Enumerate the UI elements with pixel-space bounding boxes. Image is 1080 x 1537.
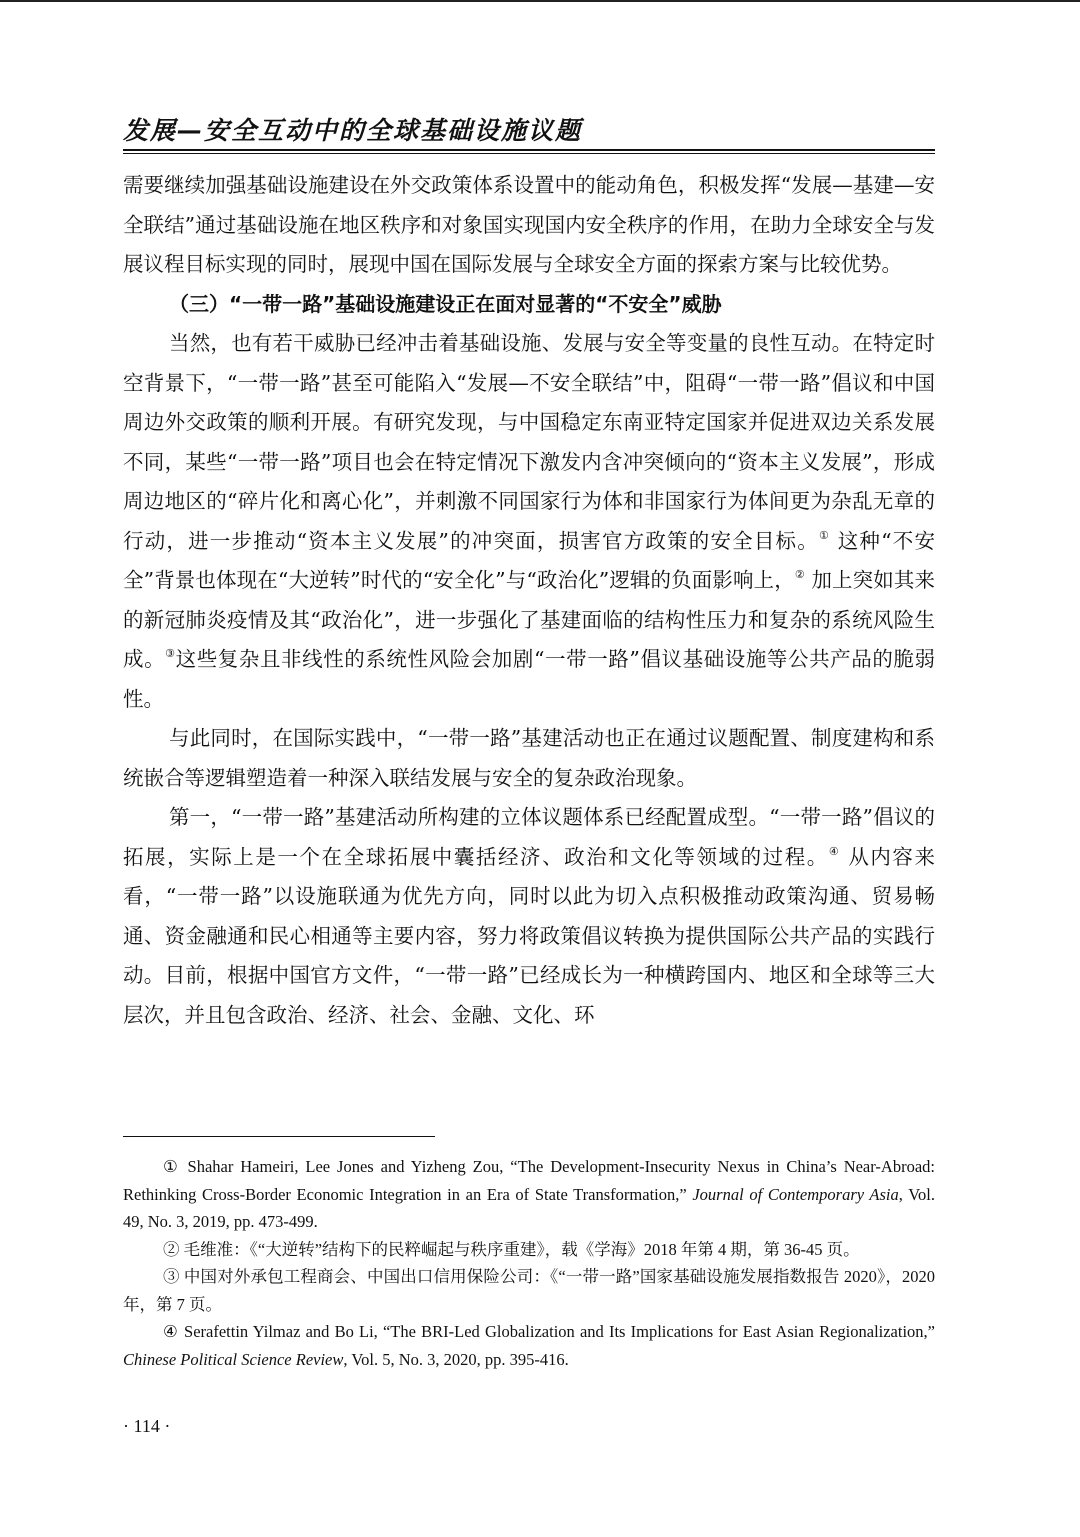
footnote-ref-3[interactable]: ③ <box>165 647 176 660</box>
footnote-1-text-a: ① Shahar Hameiri, Lee Jones and Yizheng Zou, “The Development-Insecurity Nexus in China’s Near-Abroad: Rethinking Cross-Border Economic Integration in an Era of State Transformation,” <box>123 1157 935 1204</box>
footnote-1 <box>123 1153 935 1236</box>
footnote-2: ② 毛维准：《“大逆转”结构下的民粹崛起与秩序重建》，载《学海》2018 年第 4 期，第 36-45 页。 <box>163 1239 860 1259</box>
top-border-line <box>0 0 1080 2</box>
footnote-4 <box>123 1318 935 1373</box>
paragraph-2-part-b: 这种“不安全”背景也体现在“大逆转”时代的“安全化”与“政治化”逻辑的负面影响上， <box>123 528 935 592</box>
footnote-ref-1[interactable]: ① <box>818 528 830 542</box>
footnote-4-text-a: ④ Serafettin Yilmaz and Bo Li, “The BRI-Led Globalization and Its Implications for East Asian Regionalization,” <box>163 1322 935 1341</box>
paragraph-4-part-a: 第一，“一带一路”基建活动所构建的立体议题体系已经配置成型。“一带一路”倡议的拓展，实际上是一个在全球拓展中囊括经济、政治和文化等领域的过程。 <box>123 805 935 869</box>
paragraph-1: 需要继续加强基础设施建设在外交政策体系设置中的能动角色，积极发挥“发展—基建—安全联结”通过基础设施在地区秩序和对象国实现国内安全秩序的作用，在助力全球安全与发展议程目标实现的同时，展现中国在国际发展与全球安全方面的探索方案与比较优势。 <box>123 173 935 276</box>
running-header <box>123 115 935 154</box>
paragraph-4 <box>123 798 935 1035</box>
header-rule-thick <box>123 149 935 151</box>
paragraph-2-part-d: 这些复杂且非线性的系统性风险会加剧“一带一路”倡议基础设施等公共产品的脆弱性。 <box>123 647 935 711</box>
footnote-4-journal: Chinese Political Science Review <box>123 1349 344 1369</box>
main-text <box>123 166 935 1035</box>
header-rule-thin <box>123 153 935 154</box>
footnotes <box>123 1153 935 1373</box>
section-heading: （三）“一带一路”基础设施建设正在面对显著的“不安全”威胁 <box>169 291 722 316</box>
paragraph-2-part-c: 加上突如其来的新冠肺炎疫情及其“政治化”，进一步强化了基建面临的结构性压力和复杂的系统风险生成。 <box>123 568 935 671</box>
paragraph-2-part-a: 当然，也有若干威胁已经冲击着基础设施、发展与安全等变量的良性互动。在特定时空背景下，“一带一路”甚至可能陷入“发展—不安全联结”中，阻碍“一带一路”倡议和中国周边外交政策的顺利开展。有研究发现，与中国稳定东南亚特定国家并促进双边关系发展不同，某些“一带一路”项目也会在特定情况下激发内含冲突倾向的“资本主义发展”，形成周边地区的“碎片化和离心化”，并刺激不同国家行为体和非国家行为体间更为杂乱无章的行动，进一步推动“资本主义发展”的冲突面，损害官方政策的安全目标。 <box>123 331 935 553</box>
paragraph-2 <box>123 324 935 719</box>
paragraph-3: 与此同时，在国际实践中，“一带一路”基建活动也正在通过议题配置、制度建构和系统嵌合等逻辑塑造着一种深入联结发展与安全的复杂政治现象。 <box>123 726 935 790</box>
footnote-ref-4[interactable]: ④ <box>828 844 841 858</box>
footnote-1-text-b: , Vol. 49, No. 3, 2019, pp. 473-499. <box>123 1184 935 1231</box>
footnote-3: ③ 中国对外承包工程商会、中国出口信用保险公司：《“一带一路”国家基础设施发展指数报告 2020》，2020 年，第 7 页。 <box>123 1267 935 1314</box>
paragraph-4-part-b: 从内容来看，“一带一路”以设施联通为优先方向，同时以此为切入点积极推动政策沟通、贸易畅通、资金融通和民心相通等主要内容，努力将政策倡议转换为提供国际公共产品的实践行动。目前，根据中国官方文件，“一带一路”已经成长为一种横跨国内、地区和全球等三大层次，并且包含政治、经济、社会、金融、文化、环 <box>123 844 935 1027</box>
running-header-title: 发展—安全互动中的全球基础设施议题 <box>123 116 583 145</box>
footnote-separator <box>123 1136 435 1137</box>
footnote-4-text-b: , Vol. 5, No. 3, 2020, pp. 395-416. <box>343 1349 569 1369</box>
footnote-ref-2[interactable]: ② <box>794 568 805 581</box>
page-number: · 114 · <box>123 1416 171 1436</box>
footnote-1-journal: Journal of Contemporary Asia <box>692 1184 899 1204</box>
